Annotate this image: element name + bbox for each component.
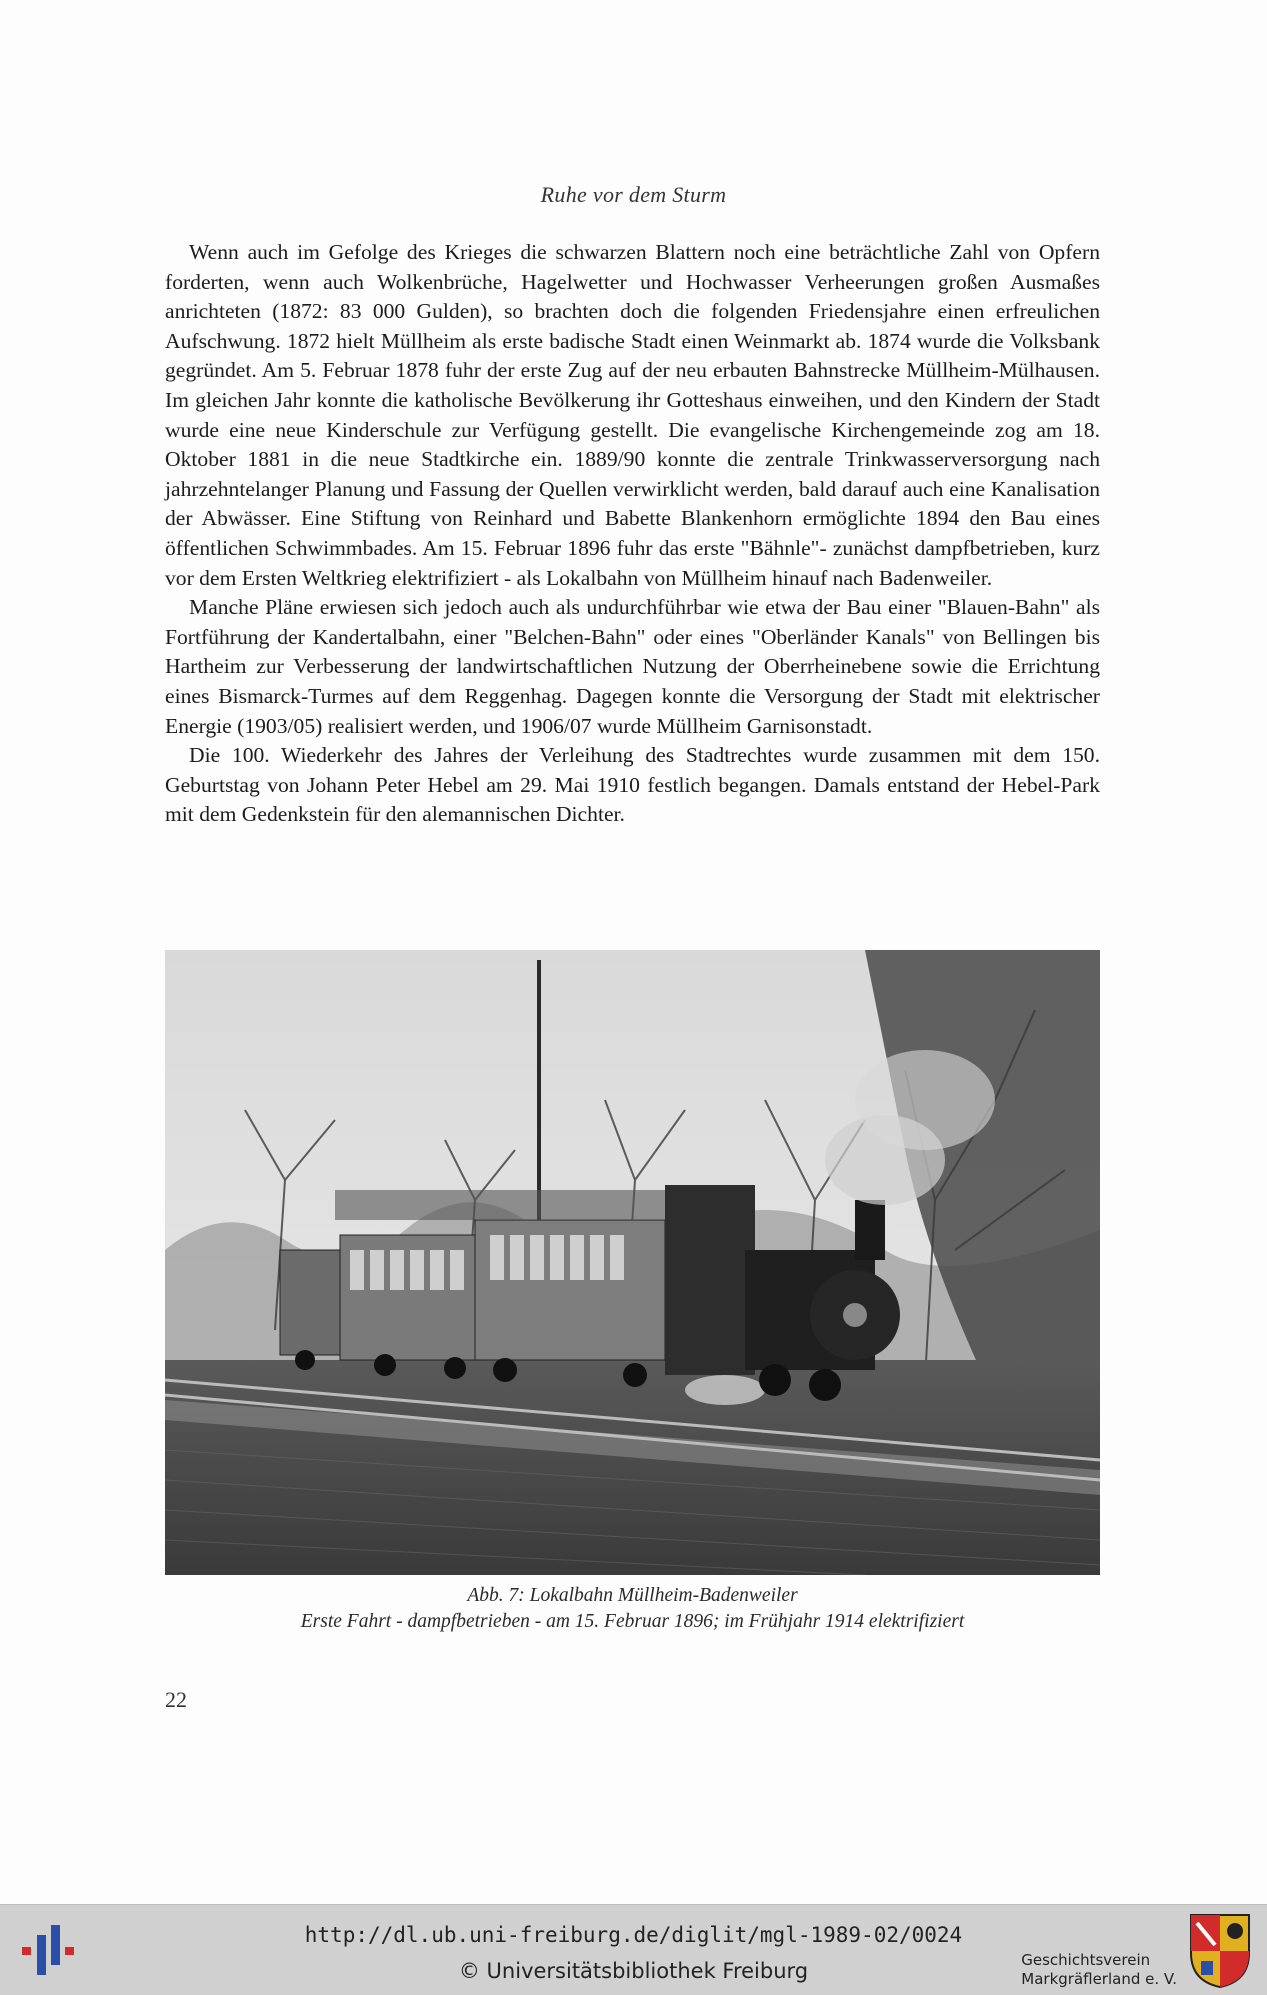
- paragraph-1: Wenn auch im Gefolge des Krieges die schwarzen Blattern noch eine beträchtliche Zahl von Opfern forderten, wenn auch Wolkenbrüche, Hagelwetter und Hochwasser Verheerungen großen Ausmaßes anrichteten (1872: 83 000 Gulden), so brachten doch die folgenden Friedensjahre einen erfreulichen Aufschwung. 1872 hielt Müllheim als erste badische Stadt einen Weinmarkt ab. 1874 wurde die Volksbank gegründet. Am 5. Februar 1878 fuhr der erste Zug auf der neu erbauten Bahnstrecke Müllheim-Mülhausen. Im gleichen Jahr konnte die katholische Bevölkerung ihr Gotteshaus einweihen, und den Kindern der Stadt wurde eine neue Kinderschule zur Verfügung gestellt. Die evangelische Kirchengemeinde zog am 18. Oktober 1881 in die neue Stadtkirche ein. 1889/90 konnte die zentrale Trinkwasserversorgung nach jahrzehntelanger Planung und Fassung der Quellen verwirklicht werden, bald darauf auch eine Kanalisation der Abwässer. Eine Stiftung von Reinhard und Babette Blankenhorn ermöglichte 1894 den Bau eines öffentlichen Schwimmbades. Am 15. Februar 1896 fuhr das erste "Bähnle"- zunächst dampfbetrieben, kurz vor dem Ersten Weltkrieg elektrifiziert - als Lokalbahn von Müllheim hinauf nach Badenweiler.: [165, 240, 1100, 590]
- paragraph-2: Manche Pläne erwiesen sich jedoch auch als undurchführbar wie etwa der Bau einer "Blauen-Bahn" als Fortführung der Kandertalbahn, einer "Belchen-Bahn" oder eines "Oberländer Kanals" von Bellingen bis Hartheim zur Verbesserung der landwirtschaftlichen Nutzung der Oberrheinebene sowie die Errichtung eines Bismarck-Turmes auf dem Reggenhag. Dagegen konnte die Versorgung der Stadt mit elektrischer Energie (1903/05) realisiert werden, und 1906/07 wurde Müllheim Garnisonstadt.: [165, 595, 1100, 738]
- footer-bar: [0, 1904, 1267, 1995]
- train-photo-illustration: [165, 950, 1100, 1575]
- train-photo: [165, 950, 1100, 1575]
- body-text: [165, 238, 1100, 830]
- figure-caption: [165, 1583, 1100, 1635]
- copyright-text: © Universitätsbibliothek Freiburg: [458, 1959, 809, 1983]
- caption-line-1: Abb. 7: Lokalbahn Müllheim-Badenweiler: [467, 1585, 798, 1606]
- org-name: [1021, 1951, 1177, 1989]
- caption-line-2: Erste Fahrt - dampfbetrieben - am 15. Februar 1896; im Frühjahr 1914 elektrifiziert: [300, 1611, 965, 1632]
- source-url-link[interactable]: http://dl.ub.uni-freiburg.de/diglit/mgl-1989-02/0024: [304, 1923, 963, 1947]
- coat-of-arms-icon: [1189, 1913, 1251, 1989]
- org-name-line-2: Markgräflerland e. V.: [1021, 1970, 1177, 1988]
- running-head: Ruhe vor dem Sturm: [540, 182, 727, 207]
- paragraph-3: Die 100. Wiederkehr des Jahres der Verleihung des Stadtrechtes wurde zusammen mit dem 150. Geburtstag von Johann Peter Hebel am 29. Mai 1910 festlich begangen. Damals entstand der Hebel-Park mit dem Gedenkstein für den alemannischen Dichter.: [165, 743, 1100, 827]
- org-name-line-1: Geschichtsverein: [1021, 1951, 1151, 1969]
- page-number: 22: [165, 1687, 187, 1712]
